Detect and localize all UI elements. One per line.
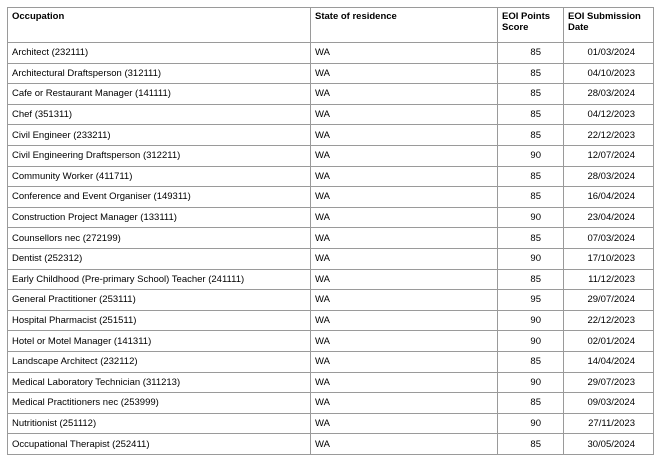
table-row — [8, 269, 654, 290]
cell-state: WA — [311, 413, 498, 434]
cell-occupation: Medical Laboratory Technician (311213) — [8, 372, 311, 393]
cell-state: WA — [311, 372, 498, 393]
cell-date: 22/12/2023 — [564, 310, 654, 331]
table-row — [8, 84, 654, 105]
cell-score: 85 — [498, 393, 564, 414]
cell-score: 85 — [498, 104, 564, 125]
cell-score: 85 — [498, 434, 564, 455]
cell-state: WA — [311, 104, 498, 125]
table-row — [8, 145, 654, 166]
cell-score: 85 — [498, 63, 564, 84]
cell-occupation: Hotel or Motel Manager (141311) — [8, 331, 311, 352]
cell-date: 22/12/2023 — [564, 125, 654, 146]
cell-occupation: Construction Project Manager (133111) — [8, 207, 311, 228]
cell-occupation: Cafe or Restaurant Manager (141111) — [8, 84, 311, 105]
cell-date: 14/04/2024 — [564, 351, 654, 372]
cell-date: 04/12/2023 — [564, 104, 654, 125]
table-row — [8, 310, 654, 331]
cell-occupation: Architect (232111) — [8, 43, 311, 64]
cell-date: 04/10/2023 — [564, 63, 654, 84]
cell-occupation: Occupational Therapist (252411) — [8, 434, 311, 455]
table-row — [8, 393, 654, 414]
cell-occupation: Conference and Event Organiser (149311) — [8, 187, 311, 208]
cell-occupation: Medical Practitioners nec (253999) — [8, 393, 311, 414]
cell-score: 85 — [498, 43, 564, 64]
cell-score: 90 — [498, 145, 564, 166]
cell-date: 09/03/2024 — [564, 393, 654, 414]
cell-date: 16/04/2024 — [564, 187, 654, 208]
cell-state: WA — [311, 290, 498, 311]
cell-state: WA — [311, 187, 498, 208]
cell-date: 29/07/2024 — [564, 290, 654, 311]
eoi-table — [7, 7, 654, 455]
table-row — [8, 63, 654, 84]
cell-date: 28/03/2024 — [564, 84, 654, 105]
cell-score: 90 — [498, 372, 564, 393]
cell-occupation: Nutritionist (251112) — [8, 413, 311, 434]
cell-state: WA — [311, 248, 498, 269]
table-row — [8, 166, 654, 187]
table-row — [8, 290, 654, 311]
cell-date: 02/01/2024 — [564, 331, 654, 352]
cell-date: 29/07/2023 — [564, 372, 654, 393]
cell-state: WA — [311, 331, 498, 352]
cell-state: WA — [311, 434, 498, 455]
table-row — [8, 228, 654, 249]
cell-date: 30/05/2024 — [564, 434, 654, 455]
header-score: EOI Points Score — [498, 8, 564, 43]
cell-state: WA — [311, 393, 498, 414]
cell-occupation: Civil Engineering Draftsperson (312211) — [8, 145, 311, 166]
cell-state: WA — [311, 207, 498, 228]
table-row — [8, 207, 654, 228]
table-row — [8, 248, 654, 269]
table-row — [8, 331, 654, 352]
cell-score: 85 — [498, 125, 564, 146]
cell-state: WA — [311, 228, 498, 249]
cell-score: 85 — [498, 351, 564, 372]
table-row — [8, 434, 654, 455]
cell-score: 90 — [498, 413, 564, 434]
cell-state: WA — [311, 351, 498, 372]
cell-state: WA — [311, 63, 498, 84]
eoi-table-container — [7, 7, 653, 455]
cell-occupation: Civil Engineer (233211) — [8, 125, 311, 146]
cell-score: 90 — [498, 207, 564, 228]
cell-date: 11/12/2023 — [564, 269, 654, 290]
cell-occupation: Dentist (252312) — [8, 248, 311, 269]
cell-occupation: Architectural Draftsperson (312111) — [8, 63, 311, 84]
cell-state: WA — [311, 269, 498, 290]
cell-score: 85 — [498, 269, 564, 290]
table-body — [8, 43, 654, 455]
table-row — [8, 43, 654, 64]
cell-state: WA — [311, 84, 498, 105]
cell-occupation: Hospital Pharmacist (251511) — [8, 310, 311, 331]
cell-occupation: Early Childhood (Pre-primary School) Teacher (241111) — [8, 269, 311, 290]
cell-score: 90 — [498, 248, 564, 269]
cell-state: WA — [311, 310, 498, 331]
header-state: State of residence — [311, 8, 498, 43]
cell-occupation: General Practitioner (253111) — [8, 290, 311, 311]
cell-date: 17/10/2023 — [564, 248, 654, 269]
cell-occupation: Community Worker (411711) — [8, 166, 311, 187]
cell-date: 07/03/2024 — [564, 228, 654, 249]
cell-score: 90 — [498, 331, 564, 352]
cell-occupation: Chef (351311) — [8, 104, 311, 125]
table-row — [8, 125, 654, 146]
table-row — [8, 104, 654, 125]
cell-date: 12/07/2024 — [564, 145, 654, 166]
table-row — [8, 413, 654, 434]
cell-score: 85 — [498, 166, 564, 187]
cell-occupation: Counsellors nec (272199) — [8, 228, 311, 249]
cell-state: WA — [311, 166, 498, 187]
cell-score: 85 — [498, 228, 564, 249]
cell-date: 01/03/2024 — [564, 43, 654, 64]
cell-state: WA — [311, 125, 498, 146]
cell-score: 85 — [498, 187, 564, 208]
header-occupation: Occupation — [8, 8, 311, 43]
cell-state: WA — [311, 145, 498, 166]
header-date: EOI Submission Date — [564, 8, 654, 43]
table-row — [8, 187, 654, 208]
table-header — [8, 8, 654, 43]
table-row — [8, 351, 654, 372]
cell-score: 90 — [498, 310, 564, 331]
table-row — [8, 372, 654, 393]
cell-date: 23/04/2024 — [564, 207, 654, 228]
cell-score: 85 — [498, 84, 564, 105]
header-row — [8, 8, 654, 43]
cell-date: 28/03/2024 — [564, 166, 654, 187]
cell-date: 27/11/2023 — [564, 413, 654, 434]
cell-state: WA — [311, 43, 498, 64]
cell-occupation: Landscape Architect (232112) — [8, 351, 311, 372]
cell-score: 95 — [498, 290, 564, 311]
